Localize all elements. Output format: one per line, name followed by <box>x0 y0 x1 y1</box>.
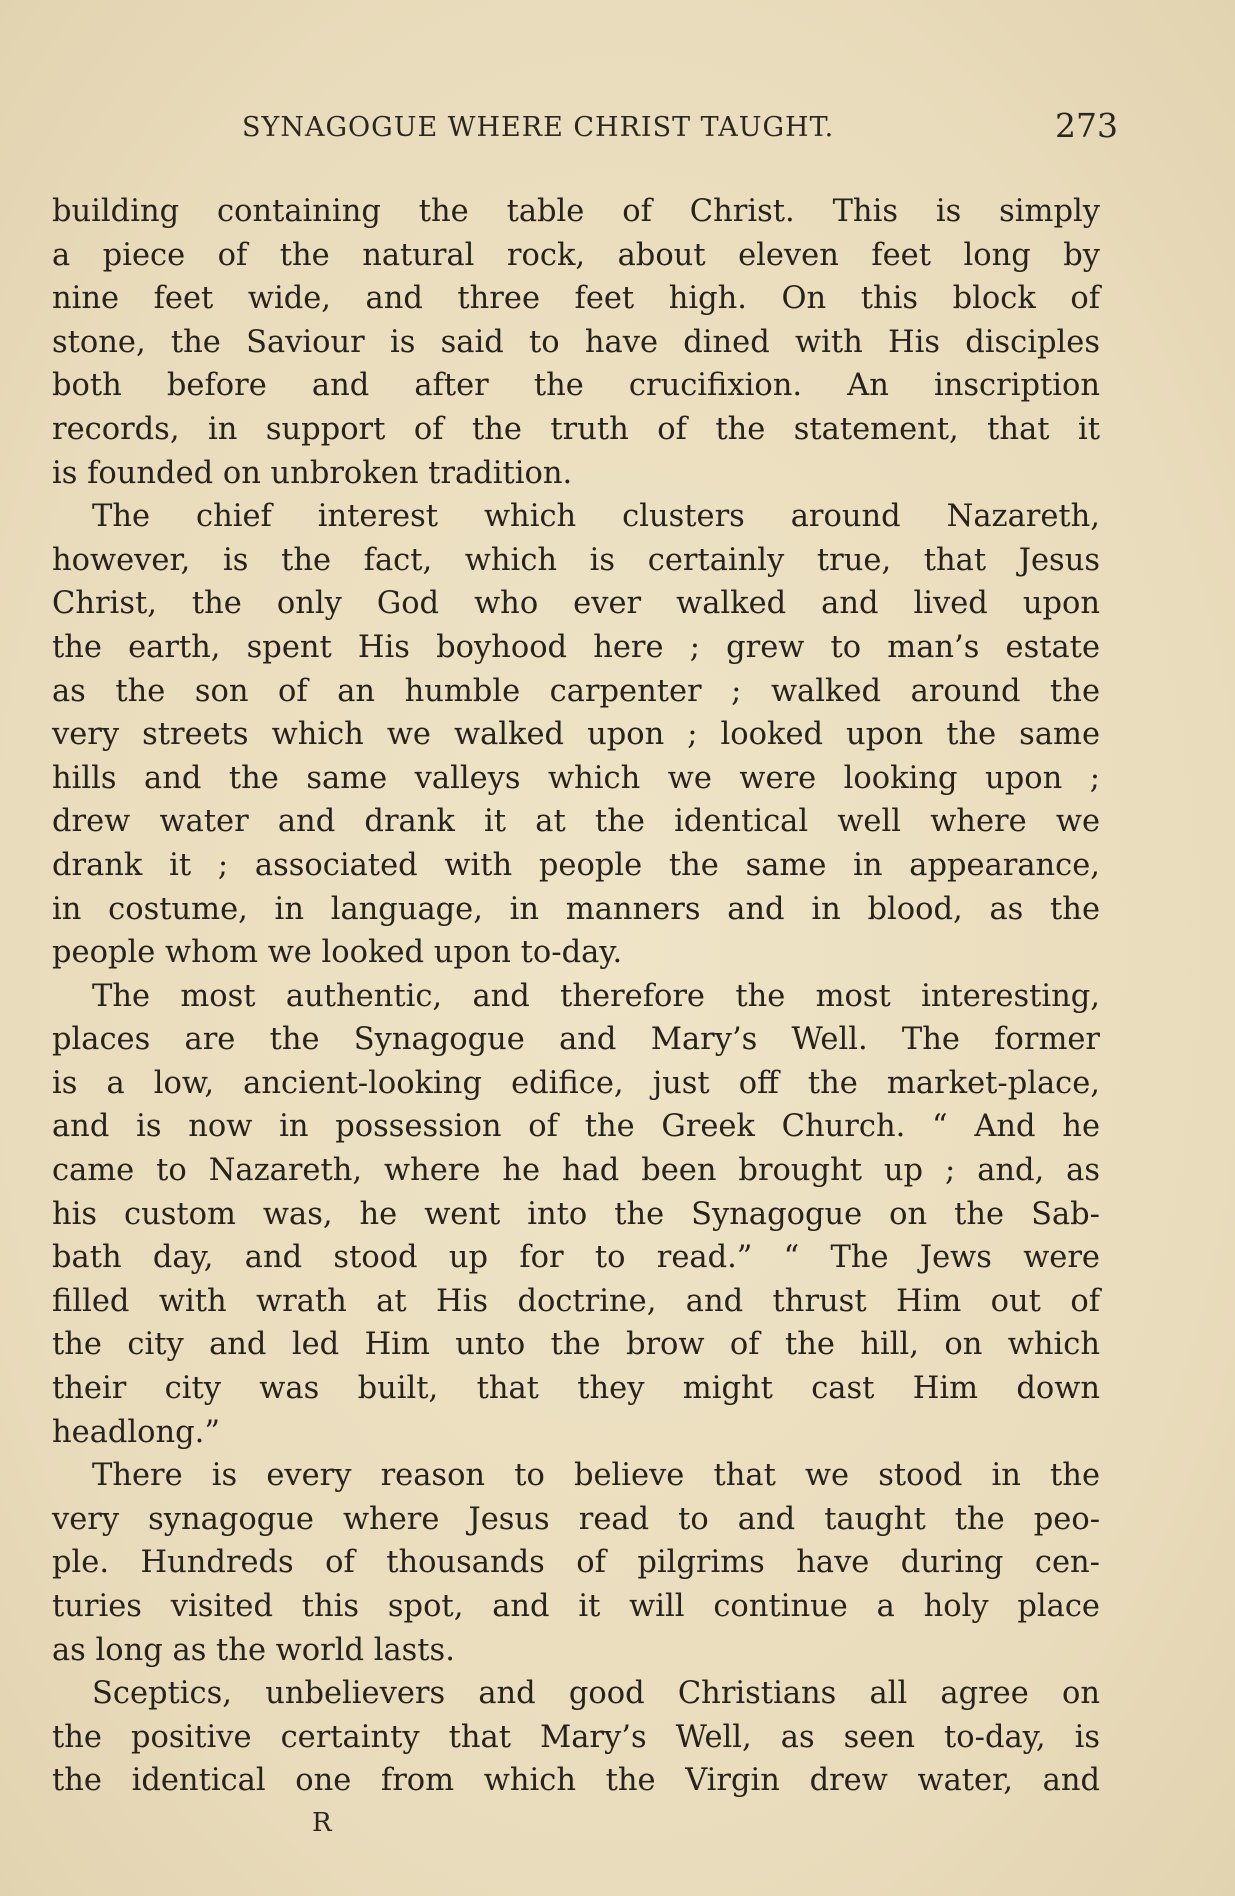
text-line: filled with wrath at His doctrine, and thrust Him out of <box>52 1283 1100 1319</box>
body-text <box>52 190 1100 1803</box>
text-line: drank it ; associated with people the same in appearance, <box>52 847 1100 883</box>
text-line: however, is the fact, which is certainly true, that Jesus <box>52 542 1100 578</box>
text-line: came to Nazareth, where he had been brought up ; and, as <box>52 1153 1100 1189</box>
text-line: is a low, ancient-looking edifice, just off the market-place, <box>52 1065 1100 1101</box>
running-head <box>52 104 1118 154</box>
text-line: drew water and drank it at the identical well where we <box>52 804 1100 840</box>
text-line: The most authentic, and therefore the most interesting, <box>92 978 1100 1014</box>
text-line: ple. Hundreds of thousands of pilgrims have during cen- <box>52 1545 1100 1581</box>
text-line: hills and the same valleys which we were looking upon ; <box>52 760 1100 796</box>
text-line: and is now in possession of the Greek Church. “ And he <box>52 1109 1100 1145</box>
text-line: very streets which we walked upon ; looked upon the same <box>52 717 1100 753</box>
text-line: in costume, in language, in manners and in blood, as the <box>52 891 1100 927</box>
text-line: as the son of an humble carpenter ; walked around the <box>52 673 1100 709</box>
text-line: the identical one from which the Virgin drew water, and <box>52 1763 1100 1799</box>
text-line: people whom we looked upon to-day. <box>52 935 623 971</box>
text-line: There is every reason to believe that we stood in the <box>92 1458 1100 1494</box>
text-line: stone, the Saviour is said to have dined with His disciples <box>52 324 1100 360</box>
text-line: places are the Synagogue and Mary’s Well. The former <box>52 1022 1100 1058</box>
text-line: is founded on unbroken tradition. <box>52 455 573 491</box>
text-line: both before and after the crucifixion. An inscription <box>52 368 1100 404</box>
signature-mark: R <box>312 1808 332 1838</box>
text-line: his custom was, he went into the Synagogue on the Sab- <box>52 1196 1100 1232</box>
text-line: records, in support of the truth of the statement, that it <box>52 411 1100 447</box>
text-line: Sceptics, unbelievers and good Christians all agree on <box>92 1676 1100 1712</box>
text-line: building containing the table of Christ. This is simply <box>52 194 1100 229</box>
text-line: turies visited this spot, and it will continue a holy place <box>52 1589 1100 1624</box>
text-line: their city was built, that they might cast Him down <box>52 1371 1100 1407</box>
text-line: very synagogue where Jesus read to and taught the peo- <box>52 1501 1100 1537</box>
text-line: Christ, the only God who ever walked and lived upon <box>52 586 1100 622</box>
text-line: the positive certainty that Mary’s Well, as seen to-day, is <box>52 1719 1100 1755</box>
text-line: as long as the world lasts. <box>52 1632 455 1668</box>
text-line: The chief interest which clusters around Nazareth, <box>92 499 1100 535</box>
text-line: a piece of the natural rock, about eleven feet long by <box>52 237 1100 273</box>
text-line: the city and led Him unto the brow of the hill, on which <box>52 1327 1100 1363</box>
text-line: headlong.” <box>52 1414 220 1450</box>
text-line: nine feet wide, and three feet high. On this block of <box>52 281 1100 317</box>
running-title: SYNAGOGUE WHERE CHRIST TAUGHT. <box>242 112 835 143</box>
text-line: the earth, spent His boyhood here ; grew to man’s estate <box>52 629 1100 665</box>
text-line: bath day, and stood up for to read.” “ The Jews were <box>52 1240 1100 1276</box>
page-number: 273 <box>1055 106 1118 145</box>
